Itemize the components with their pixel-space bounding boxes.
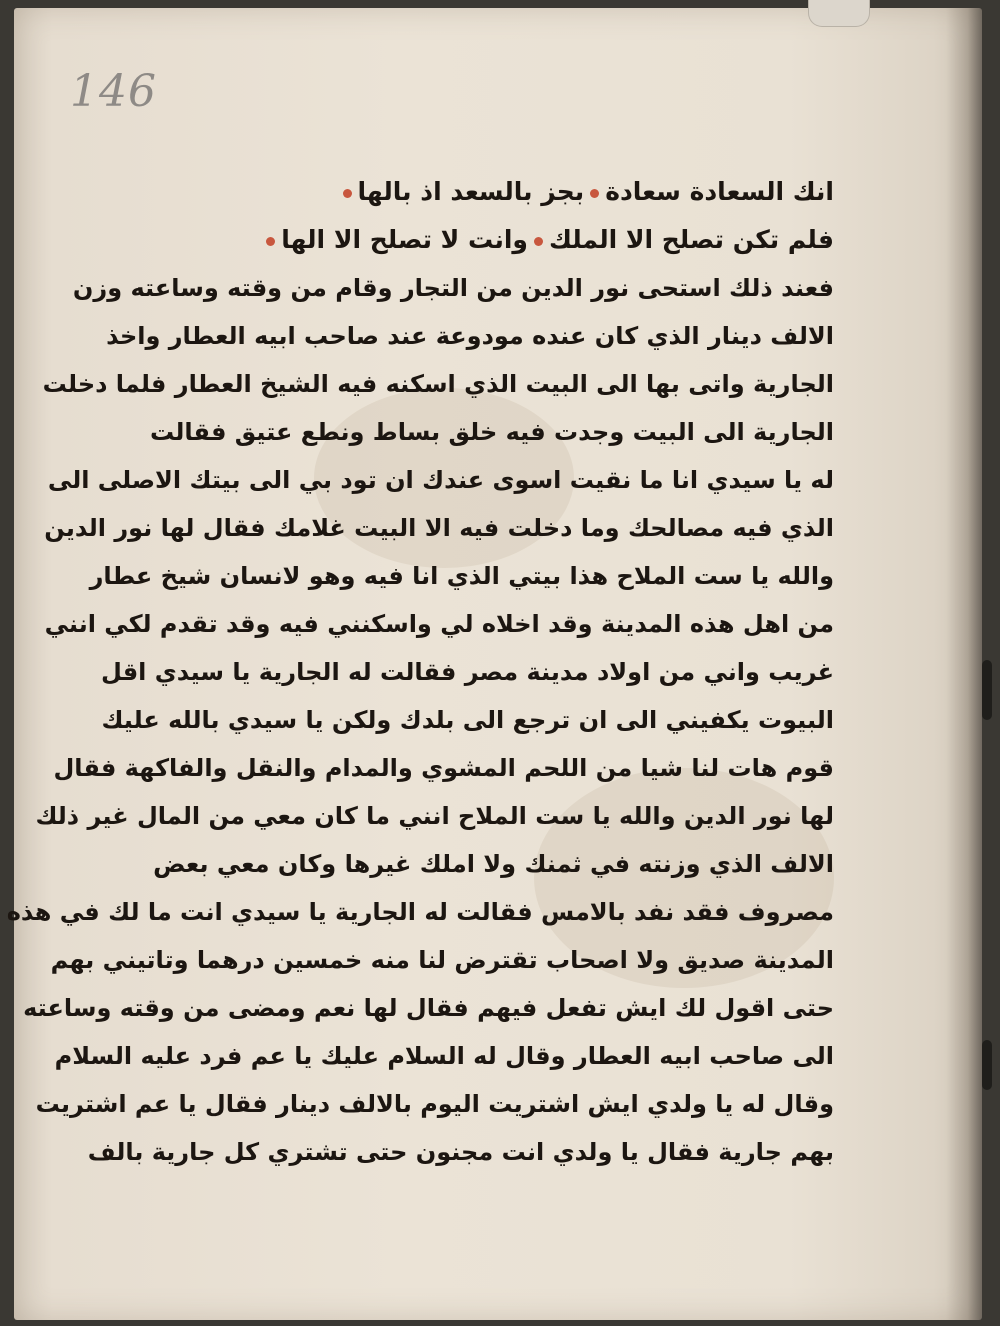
prose-line: لها نور الدين والله يا ست الملاح انني ما كان معي من المال غير ذلك <box>35 802 834 830</box>
manuscript-text-block <box>6 168 834 1176</box>
prose-line: قوم هات لنا شيا من اللحم المشوي والمدام والنقل والفاكهة فقال <box>53 754 834 782</box>
prose-line: الذي فيه مصالحك وما دخلت فيه الا البيت غلامك فقال لها نور الدين <box>44 514 834 542</box>
binding-clip <box>982 1040 992 1090</box>
prose-line: الالف الذي وزنته في ثمنك ولا املك غيرها وكان معي بعض <box>153 850 834 878</box>
rubric-dot <box>266 237 275 246</box>
verse-hemistich: انك السعادة سعادة <box>605 177 834 206</box>
prose-line: مصروف فقد نفد بالامس فقالت له الجارية يا سيدي انت ما لك في هذه <box>6 898 834 926</box>
prose-line: الجارية الى البيت وجدت فيه خلق بساط ونطع عتيق فقالت <box>150 418 834 446</box>
binding-clip <box>982 660 992 720</box>
verse-hemistich: فلم تكن تصلح الا الملك <box>548 225 834 254</box>
prose-section <box>6 264 834 1176</box>
rubric-dot <box>343 189 352 198</box>
verse-hemistich: بجز بالسعد اذ بالها <box>357 177 585 206</box>
prose-line: المدينة صديق ولا اصحاب تقترض لنا منه خمسين درهما وتاتيني بهم <box>50 946 834 974</box>
prose-line: وقال له يا ولدي ايش اشتريت اليوم بالالف دينار فقال يا عم اشتريت <box>35 1090 834 1118</box>
prose-line: من اهل هذه المدينة وقد اخلاه لي واسكنني فيه وقد تقدم لكي انني <box>44 610 834 638</box>
verse-section <box>214 168 834 264</box>
prose-line: والله يا ست الملاح هذا بيتي الذي انا فيه وهو لانسان شيخ عطار <box>89 562 834 590</box>
page-gutter-shadow <box>946 8 982 1320</box>
prose-line: بهم جارية فقال يا ولدي انت مجنون حتى تشتري كل جارية بالف <box>87 1138 834 1166</box>
prose-line: الالف دينار الذي كان عنده مودوعة عند صاحب ابيه العطار واخذ <box>106 322 834 350</box>
verse-hemistich: وانت لا تصلح الا الها <box>281 225 528 254</box>
verse-line <box>214 168 834 216</box>
prose-line: له يا سيدي انا ما نقيت اسوى عندك ان تود بي الى بيتك الاصلى الى <box>47 466 834 494</box>
page-tab <box>808 0 870 27</box>
prose-line: حتى اقول لك ايش تفعل فيهم فقال لها نعم ومضى من وقته وساعته <box>23 994 834 1022</box>
manuscript-page <box>6 8 982 1320</box>
prose-line: غريب واني من اولاد مدينة مصر فقالت له الجارية يا سيدي اقل <box>101 658 834 686</box>
prose-line: البيوت يكفيني الى ان ترجع الى بلدك ولكن يا سيدي بالله عليك <box>101 706 834 734</box>
rubric-dot <box>590 189 599 198</box>
prose-line: فعند ذلك استحى نور الدين من التجار وقام من وقته وساعته وزن <box>72 274 834 302</box>
folio-number: 146 <box>70 66 157 117</box>
prose-line: الى صاحب ابيه العطار وقال له السلام عليك يا عم فرد عليه السلام <box>54 1042 834 1070</box>
rubric-dot <box>534 237 543 246</box>
prose-line: الجارية واتى بها الى البيت الذي اسكنه فيه الشيخ العطار فلما دخلت <box>42 370 834 398</box>
verse-line <box>214 216 834 264</box>
